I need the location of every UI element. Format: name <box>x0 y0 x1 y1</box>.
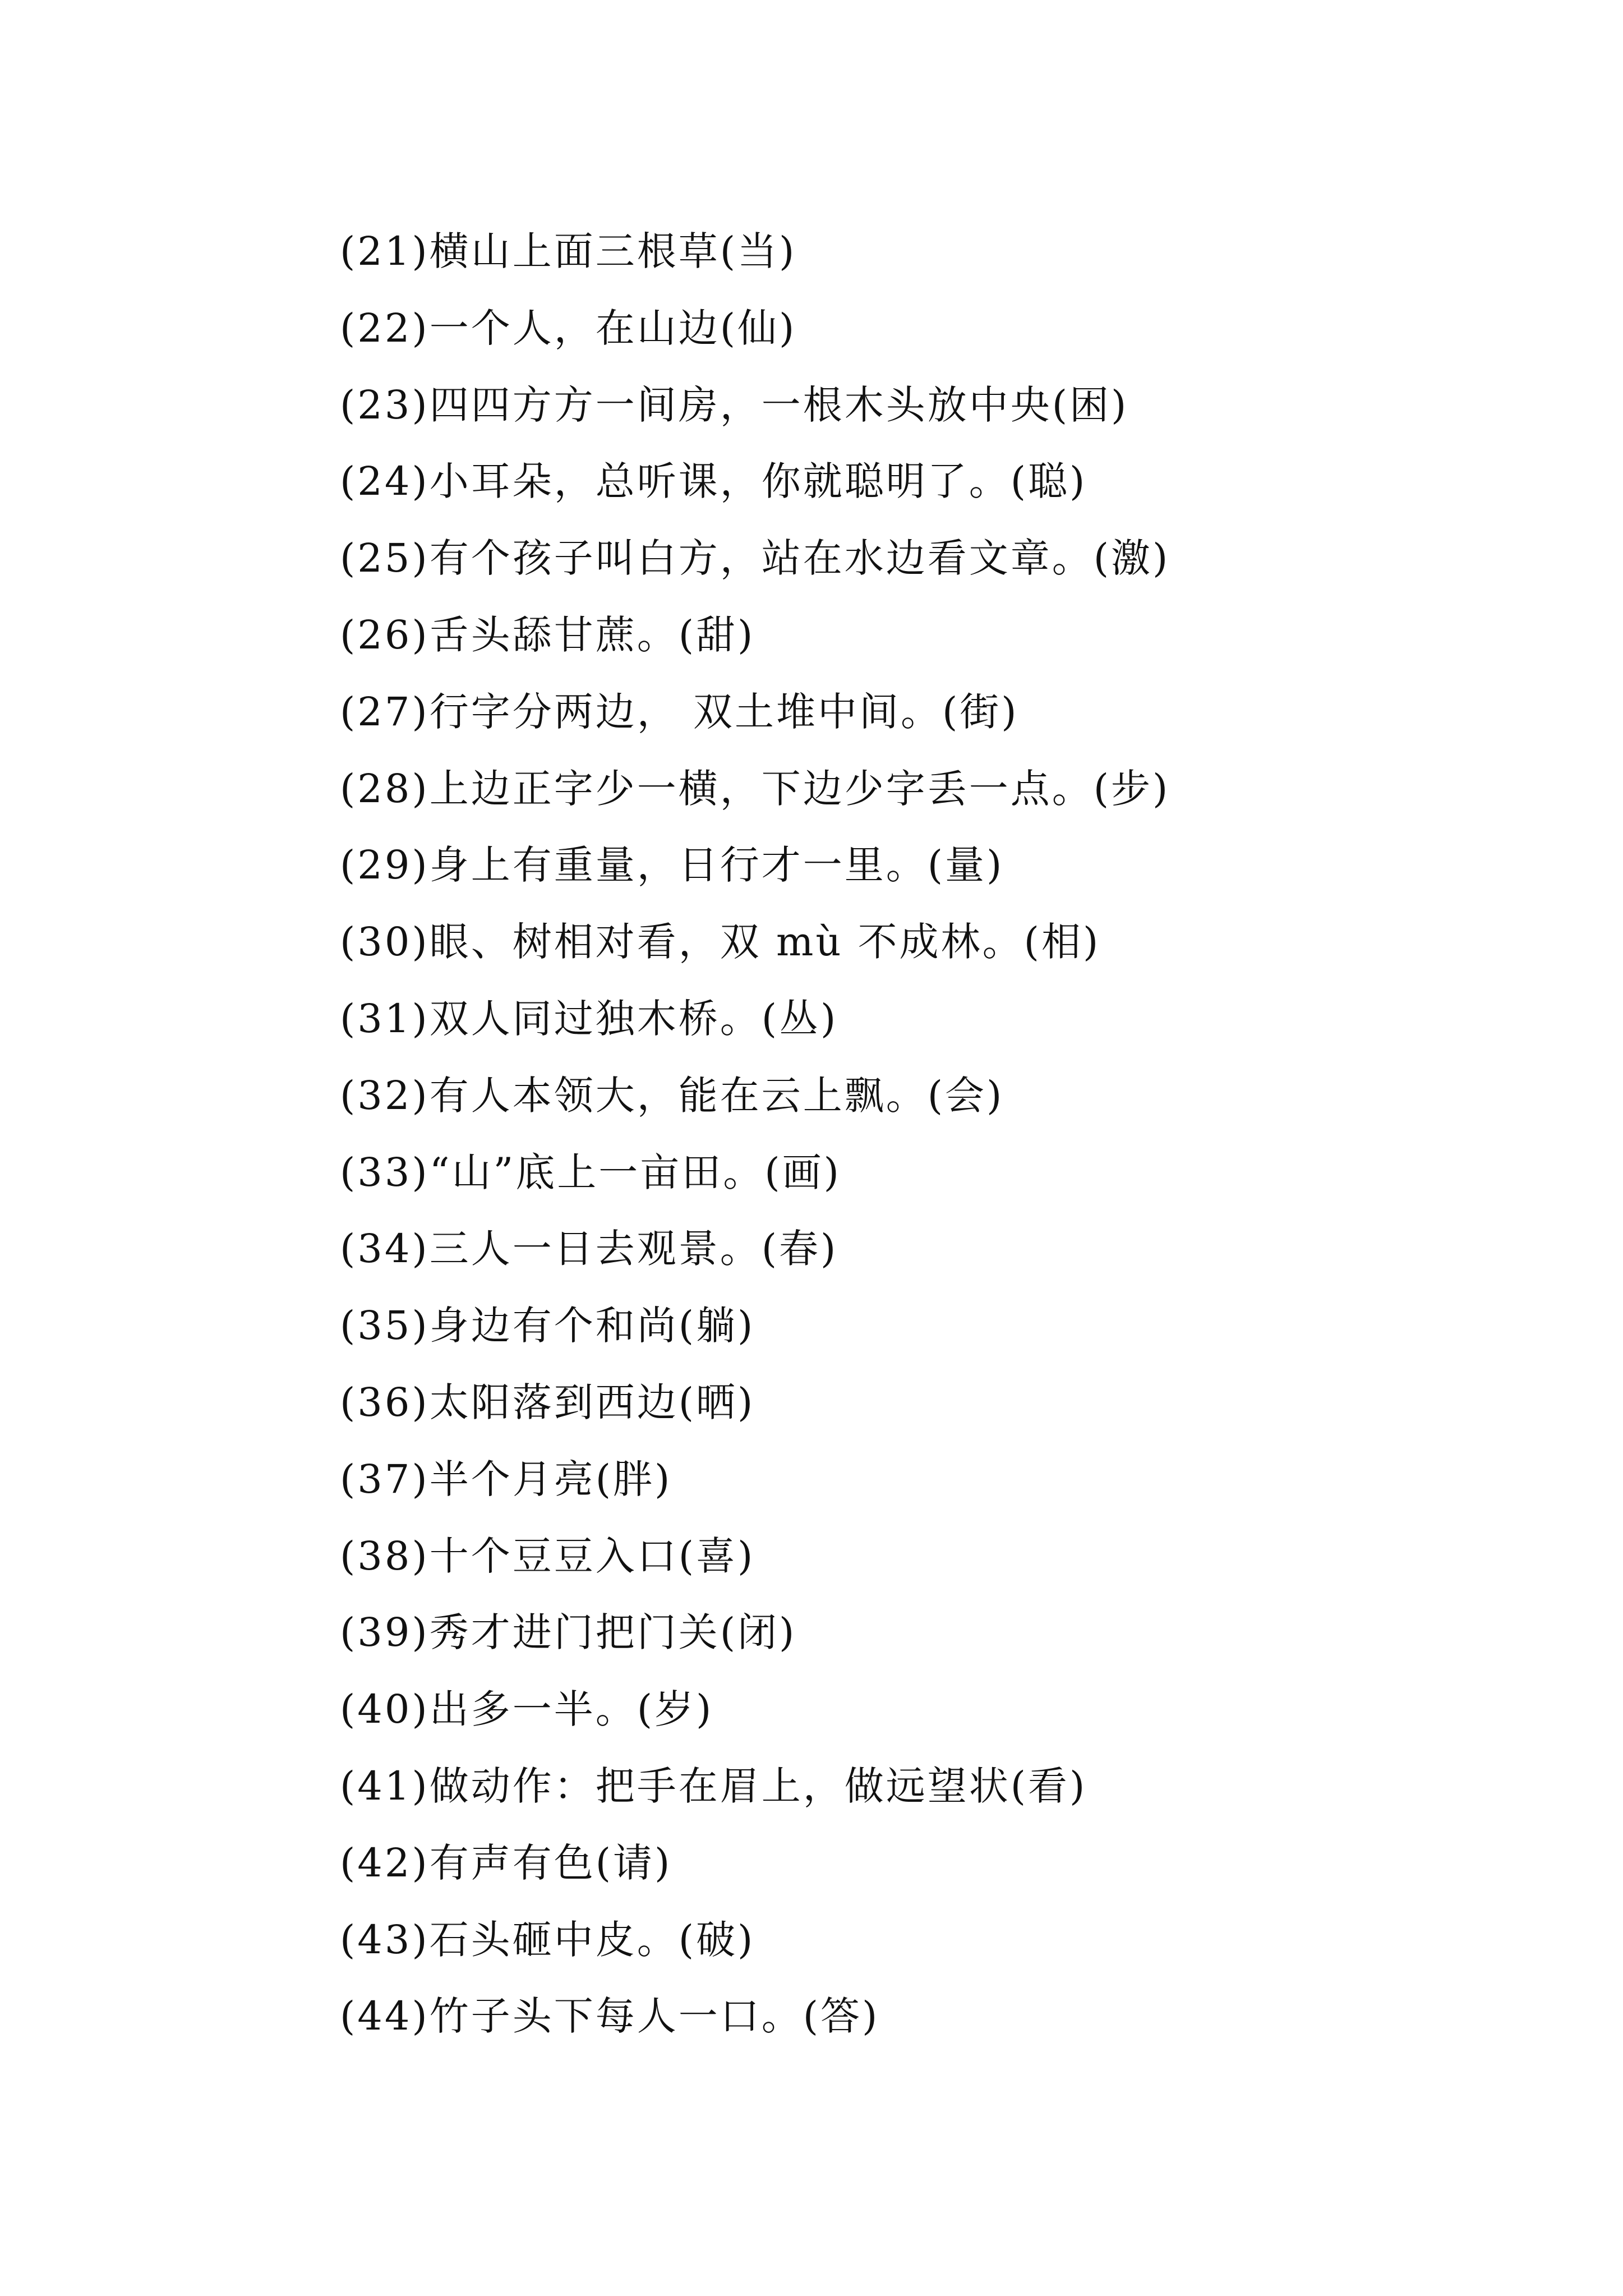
riddle-line: (39)秀才进门把门关(闭) <box>340 1609 797 1656</box>
riddle-line: (23)四四方方一间房，一根木头放中央(困) <box>340 381 1129 428</box>
riddle-line: (25)有个孩子叫白方，站在水边看文章。(激) <box>340 535 1170 582</box>
riddle-list <box>340 213 1518 2055</box>
riddle-line: (21)横山上面三根草(当) <box>340 228 797 274</box>
riddle-line: (22)一个人，在山边(仙) <box>340 305 797 351</box>
riddle-line: (34)三人一日去观景。(春) <box>340 1226 838 1272</box>
riddle-line: (31)双人同过独木桥。(丛) <box>340 995 838 1042</box>
riddle-line: (32)有人本领大，能在云上飘。(会) <box>340 1072 1004 1119</box>
riddle-line: (26)舌头舔甘蔗。(甜) <box>340 611 755 658</box>
riddle-line: (37)半个月亮(胖) <box>340 1456 672 1502</box>
riddle-line: (24)小耳朵，总听课，你就聪明了。(聪) <box>340 458 1087 505</box>
riddle-line: (35)身边有个和尚(躺) <box>340 1303 755 1349</box>
riddle-line: (44)竹子头下每人一口。(答) <box>340 1993 880 2040</box>
riddle-line: (40)出多一半。(岁) <box>340 1686 714 1733</box>
riddle-line: (33)“山”底上一亩田。(画) <box>340 1149 841 1195</box>
riddle-line: (28)上边正字少一横，下边少字丢一点。(步) <box>340 765 1170 812</box>
riddle-line: (43)石头砸中皮。(破) <box>340 1916 755 1963</box>
riddle-line: (30)眼、树相对看，双 mù 不成林。(相) <box>340 919 1101 965</box>
riddle-line: (42)有声有色(请) <box>340 1839 672 1886</box>
riddle-line: (36)太阳落到西边(晒) <box>340 1379 755 1425</box>
riddle-line: (38)十个豆豆入口(喜) <box>340 1533 755 1579</box>
riddle-line: (41)做动作：把手在眉上，做远望状(看) <box>340 1763 1087 1809</box>
riddle-line: (27)行字分两边， 双土堆中间。(街) <box>340 688 1019 735</box>
riddle-line: (29)身上有重量，日行才一里。(量) <box>340 842 1004 889</box>
